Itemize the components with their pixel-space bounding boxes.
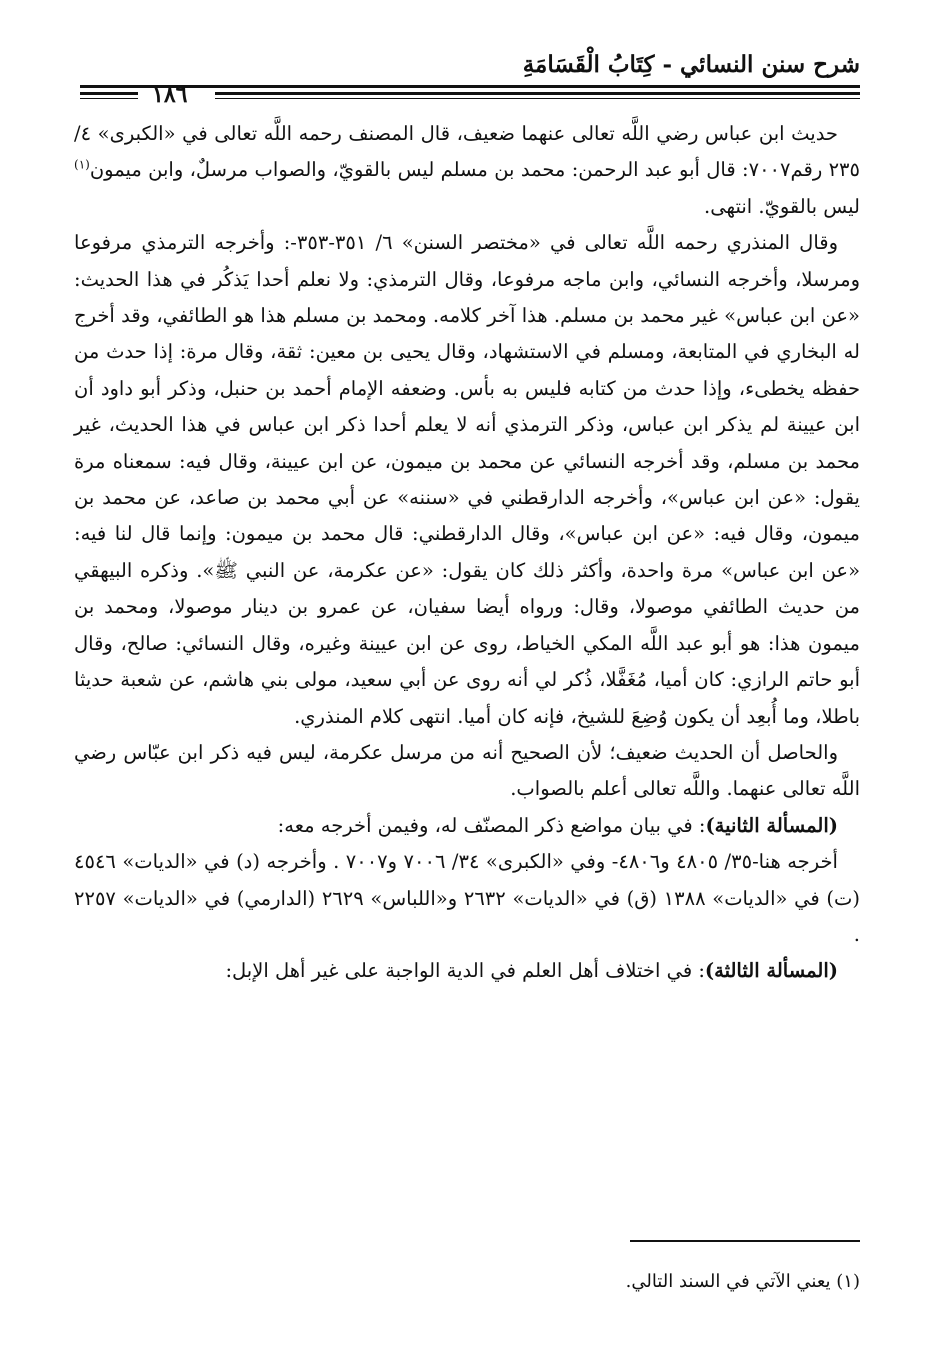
running-header	[80, 48, 860, 108]
paragraph-2: وقال المنذري رحمه اللَّه تعالى في «مختصر السنن» ٦/ ٣٥١-٣٥٣-: وأخرجه الترمذي مرفوعا ومرسلا، وأخرجه النسائي، وابن ماجه مرفوعا، وقال الترمذي: ولا نعلم أحدا يَذكُر في هذا الحديث: «عن ابن عباس» غير محمد بن مسلم. هذا آخر كلامه. ومحمد بن مسلم هذا هو الطائفي، وقد أخرج له البخاري في المتابعة، ومسلم في الاستشهاد، وقال يحيى بن معين: ثقة، وقال مرة: إذا حدث من حفظه يخطىء، وإذا حدث من كتابه فليس به بأس. وضعفه الإمام أحمد بن حنبل، وذكر أبو داود أن ابن عيينة لم يذكر ابن عباس، وذكر الترمذي أنه لا يعلم أحدا ذكر ابن عباس في هذا الحديث، غير محمد بن مسلم، وقد أخرجه النسائي عن محمد بن ميمون، عن ابن عيينة، وقال فيه: سمعناه مرة يقول: «عن ابن عباس»، وأخرجه الدارقطني في «سننه» عن أبي محمد بن صاعد، عن محمد بن ميمون، وقال فيه: «عن ابن عباس»، وقال الدارقطني: قال محمد بن ميمون: وإنما قال لنا فيه: «عن ابن عباس» مرة واحدة، وأكثر ذلك كان يقول: «عن عكرمة، عن النبي ﷺ». وذكره البيهقي من حديث الطائفي موصولا، وقال: ورواه أيضا سفيان، عن عمرو بن دينار موصولا، ومحمد بن ميمون هذا: هو أبو عبد اللَّه المكي الخياط، روى عن ابن عيينة وغيره، وقال النسائي: صالح، وقال أبو حاتم الرازي: كان أميا، مُغَفَّلا، ذُكر لي أنه روى عن أبي سعيد، مولى بني هاشم، عن شعبة حديثا باطلا، وما أُبعِد أن يكون وُضِعَ للشيخ، فإنه كان أميا. انتهى كلام المنذري.	[74, 231, 860, 728]
paragraph-1-text: حديث ابن عباس رضي اللَّه تعالى عنهما ضعيف، قال المصنف رحمه اللَّه تعالى في «الكبرى» ٤/ ٢٣٥ رقم٧٠٠٧: قال أبو عبد الرحمن: محمد بن مسلم ليس بالقويّ، والصواب مرسلٌ، وابن ميمون	[74, 122, 860, 182]
paragraph-4	[74, 808, 860, 844]
body-text	[74, 116, 860, 990]
section-heading-3: (المسألة الثالثة)	[704, 959, 838, 983]
header-rule-short	[80, 92, 138, 99]
paragraph-5: أخرجه هنا-٣٥/ ٤٨٠٥ و٤٨٠٦- وفي «الكبرى» ٣٤/ ٧٠٠٦ و٧٠٠٧ . وأخرجه (د) في «الديات» ٤٥٤٦ (ت) في «الديات» ١٣٨٨ (ق) في «الديات» ٢٦٣٢ و«اللباس» ٢٦٢٩ (الدارمي) في «الديات» ٢٢٥٧ .	[74, 850, 860, 946]
header-title: شرح سنن النسائي - كِتَابُ الْقَسَامَةِ	[522, 51, 860, 78]
section-heading-2: (المسألة الثانية)	[705, 813, 838, 837]
footnote: (١) يعني الآتي في السند التالي.	[625, 1271, 860, 1292]
paragraph-1-tail: ليس بالقويّ. انتهى.	[704, 194, 860, 218]
header-rule-double	[215, 92, 860, 99]
paragraph-4-text: : في بيان مواضع ذكر المصنّف له، وفيمن أخرجه معه:	[277, 813, 706, 837]
paragraph-6-text: : في اختلاف أهل العلم في الدية الواجبة على غير أهل الإبل:	[225, 959, 705, 983]
footnote-rule	[630, 1240, 860, 1242]
paragraph-6	[74, 953, 860, 989]
paragraph-3: والحاصل أن الحديث ضعيف؛ لأن الصحيح أنه من مرسل عكرمة، ليس فيه ذكر ابن عبّاس رضي اللَّه تعالى عنهما. واللَّه تعالى أعلم بالصواب.	[74, 740, 860, 801]
footnote-marker[interactable]: (١)	[74, 157, 90, 172]
header-rule	[80, 85, 860, 88]
page-number: ١٨٦	[152, 82, 188, 108]
paragraph-1	[74, 116, 860, 225]
